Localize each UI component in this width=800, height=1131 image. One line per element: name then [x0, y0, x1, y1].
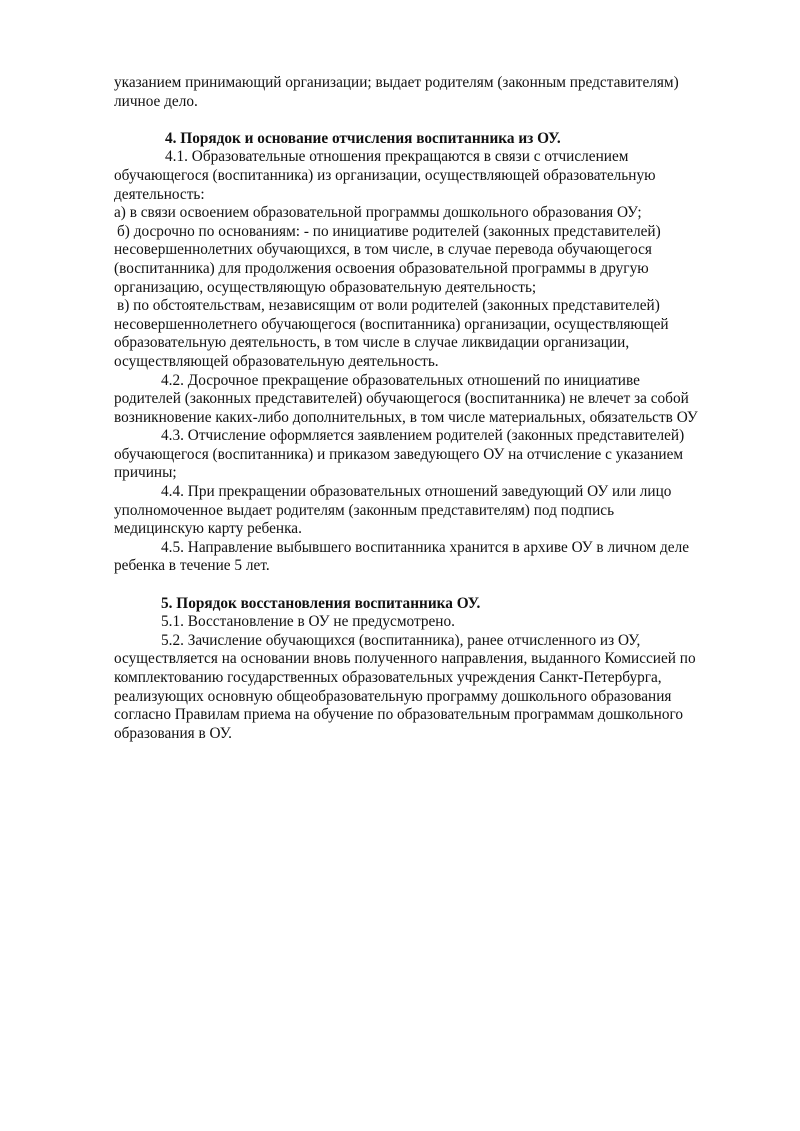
text-line: в) по обстоятельствам, независящим от воли родителей (законных представителей) [117, 297, 660, 315]
text-line: медицинскую карту ребенка. [114, 520, 302, 538]
text-line: 4.2. Досрочное прекращение образовательных отношений по инициативе [161, 371, 640, 389]
text-line: 4.1. Образовательные отношения прекращаются в связи с отчислением [165, 148, 629, 166]
text-line: несовершеннолетнего обучающегося (воспитанника) организации, осуществляющей [114, 315, 669, 333]
text-line: образования в ОУ. [114, 724, 232, 742]
text-line: обучающегося (воспитанника) и приказом заведующего ОУ на отчисление с указанием [114, 445, 684, 463]
section-5-heading: 5. Порядок восстановления воспитанника ОУ. [161, 594, 481, 612]
text-line: реализующих основную общеобразовательную программу дошкольного образования [114, 687, 672, 705]
text-line: 4.4. При прекращении образовательных отношений заведующий ОУ или лицо [161, 483, 672, 501]
text-line: причины; [114, 464, 177, 482]
text-line: комплектованию государственных образовательных учреждения Санкт-Петербурга, [114, 669, 662, 686]
section-4-heading: 4. Порядок и основание отчисления воспитанника из ОУ. [165, 129, 561, 147]
text-line: 5.2. Зачисление обучающихся (воспитанника), ранее отчисленного из ОУ, [161, 631, 641, 649]
text-line: б) досрочно по основаниям: - по инициативе родителей (законных представителей) [117, 222, 661, 240]
text-line: согласно Правилам приема на обучение по образовательным программам дошкольного [114, 706, 684, 724]
text-line: образовательную деятельность, в том числе в случае ликвидации организации, [114, 334, 630, 352]
paragraph-spacer [114, 111, 754, 130]
paragraph-spacer [114, 576, 754, 595]
text-line: а) в связи освоением образовательной программы дошкольного образования ОУ; [114, 204, 642, 222]
text-line: ребенка в течение 5 лет. [114, 557, 270, 575]
text-line: организацию, осуществляющую образовательную деятельность; [114, 278, 537, 296]
text-line: обучающегося (воспитанника) из организации, осуществляющей образовательную [114, 166, 656, 184]
text-line: осуществляется на основании вновь полученного направления, выданного Комиссией по [114, 650, 696, 668]
text-line: уполномоченное выдает родителям (законным представителям) под подпись [114, 501, 615, 519]
document-body [114, 74, 754, 743]
text-line: указанием принимающий организации; выдает родителям (законным представителям) [114, 74, 679, 91]
text-line: (воспитанника) для продолжения освоения образовательной программы в другую [114, 259, 649, 277]
text-line: 4.5. Направление выбывшего воспитанника хранится в архиве ОУ в личном деле [161, 538, 690, 556]
text-line: несовершеннолетних обучающихся, в том числе, в случае перевода обучающегося [114, 241, 652, 259]
text-line: личное дело. [114, 92, 198, 110]
text-line: 5.1. Восстановление в ОУ не предусмотрено. [161, 613, 455, 631]
text-line: деятельность: [114, 185, 205, 203]
text-line: возникновение каких-либо дополнительных, в том числе материальных, обязательств ОУ [114, 408, 698, 426]
text-line: осуществляющей образовательную деятельность. [114, 352, 439, 370]
text-line: родителей (законных представителей) обучающегося (воспитанника) не влечет за собой [114, 390, 689, 408]
text-line: 4.3. Отчисление оформляется заявлением родителей (законных представителей) [161, 427, 685, 445]
